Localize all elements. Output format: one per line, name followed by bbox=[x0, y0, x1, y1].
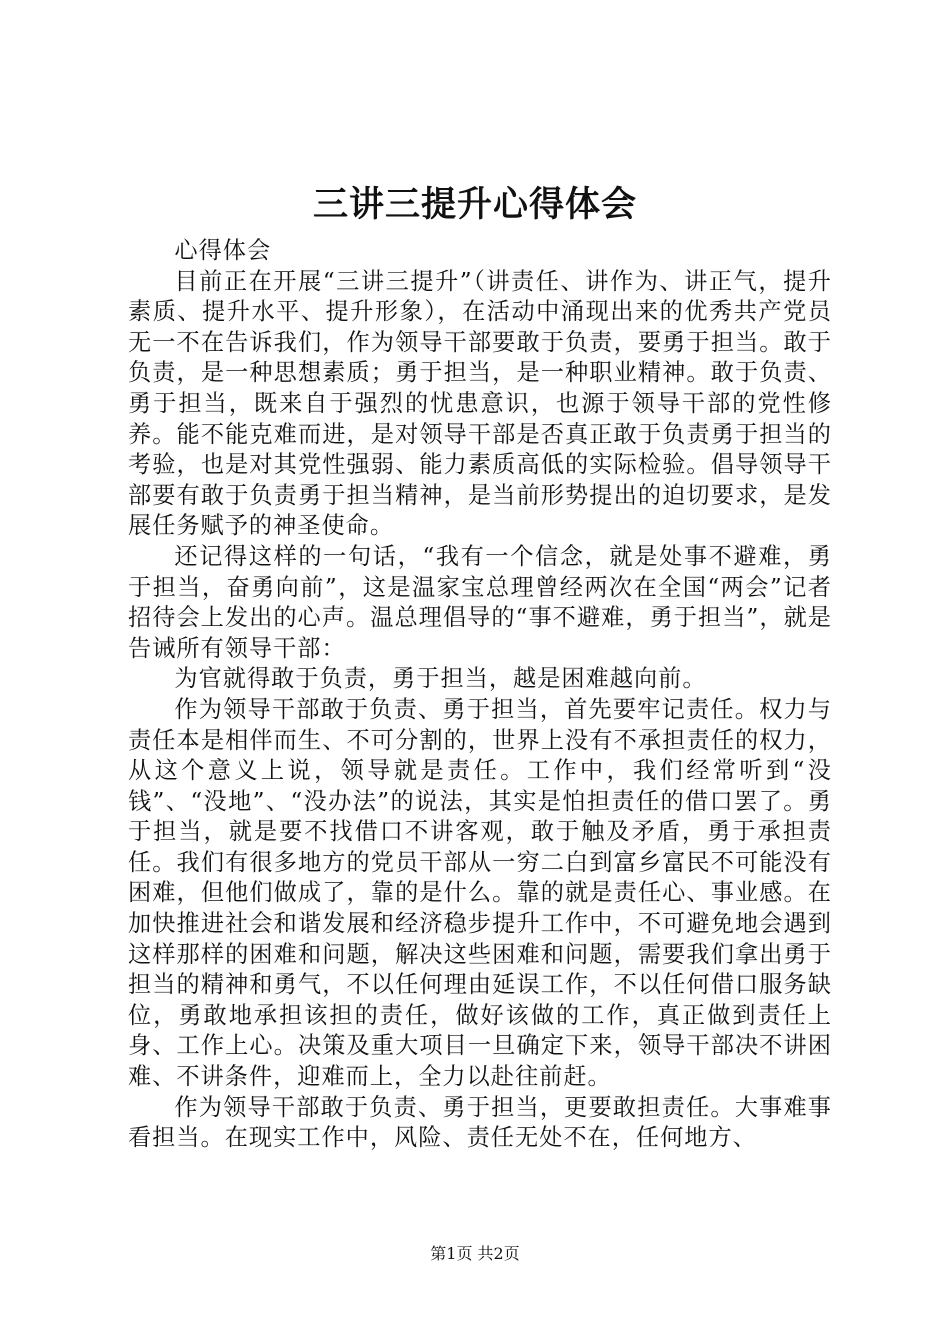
paragraph-heading: 心得体会 bbox=[174, 237, 272, 264]
paragraph: 还记得这样的一句话，“我有一个信念，就是处事不避难，勇于担当，奋勇向前”，这是温家宝总理曾经两次在全国“两会”记者招待会上发出的心声。温总理倡导的“事不避难，勇于担当”，就是告诫所有领导干部： bbox=[128, 542, 832, 662]
page-number-footer: 第1页 共2页 bbox=[430, 1244, 520, 1263]
paragraph: 目前正在开展“三讲三提升”（讲责任、讲作为、讲正气，提升素质、提升水平、提升形象），在活动中涌现出来的优秀共产党员无一不在告诉我们，作为领导干部要敢于负责，要勇于担当。敢于负责，是一种思想素质；勇于担当，是一种职业精神。敢于负责、勇于担当，既来自于强烈的忧患意识，也源于领导干部的党性修养。能不能克难而进，是对领导干部是否真正敢于负责勇于担当的考验，也是对其党性强弱、能力素质高低的实际检验。倡导领导干部要有敢于负责勇于担当精神，是当前形势提出的迫切要求，是发展任务赋予的神圣使命。 bbox=[128, 267, 832, 540]
paragraph: 作为领导干部敢于负责、勇于担当，首先要牢记责任。权力与责任本是相伴而生、不可分割的，世界上没有不承担责任的权力，从这个意义上说，领导就是责任。工作中，我们经常听到“没钱”、“没地”、“没办法”的说法，其实是怕担责任的借口罢了。勇于担当，就是要不找借口不讲客观，敢于触及矛盾，勇于承担责任。我们有很多地方的党员干部从一穷二白到富乡富民不可能没有困难，但他们做成了，靠的是什么。靠的就是责任心、事业感。在加快推进社会和谐发展和经济稳步提升工作中，不可避免地会遇到这样那样的困难和问题，解决这些困难和问题，需要我们拿出勇于担当的精神和勇气，不以任何理由延误工作，不以任何借口服务缺位，勇敢地承担该担的责任，做好该做的工作，真正做到责任上身、工作上心。决策及重大项目一旦确定下来，领导干部决不讲困难、不讲条件，迎难而上，全力以赴往前赶。 bbox=[128, 695, 832, 1091]
paragraph: 为官就得敢于负责，勇于担当，越是困难越向前。 bbox=[174, 665, 707, 693]
document-body bbox=[128, 236, 832, 1154]
paragraph: 作为领导干部敢于负责、勇于担当，更要敢担责任。大事难事看担当。在现实工作中，风险、责任无处不在，任何地方、 bbox=[128, 1093, 832, 1152]
document-title: 三讲三提升心得体会 bbox=[312, 184, 637, 225]
